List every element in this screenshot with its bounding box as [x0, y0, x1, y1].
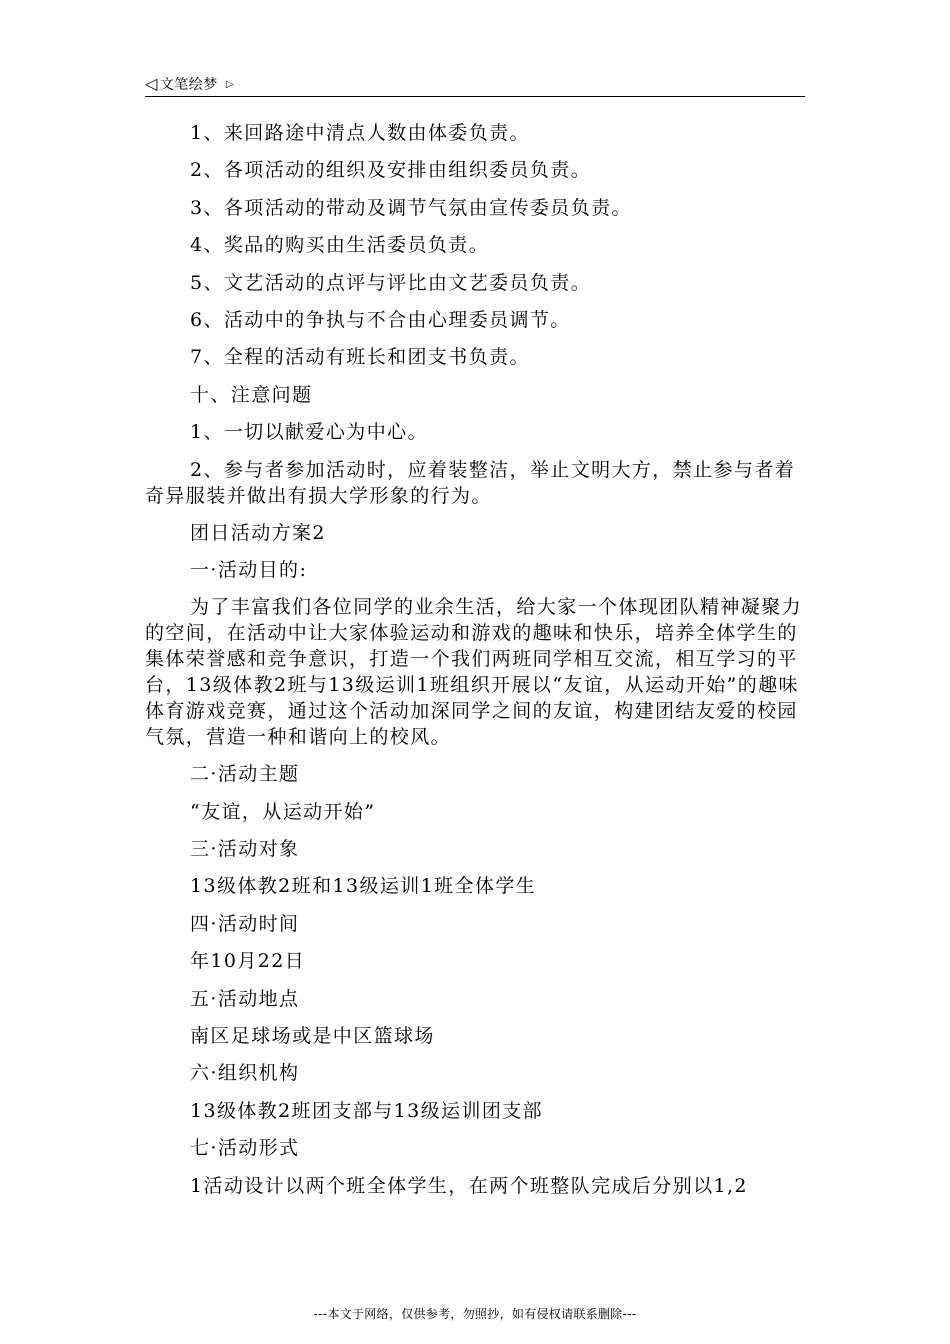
text-line: 年10月22日	[190, 950, 306, 973]
section-heading: 十、注意问题	[190, 383, 313, 406]
list-item: 3、各项活动的带动及调节气氛由宣传委员负责。	[190, 196, 632, 219]
text-line: 13级体教2班团支部与13级运训团支部	[190, 1099, 544, 1122]
section-heading: 二·活动主题	[190, 763, 300, 786]
text-line: “友谊，从运动开始”	[190, 800, 376, 823]
section-heading: 七·活动形式	[190, 1137, 300, 1160]
text-line: 南区足球场或是中区篮球场	[190, 1025, 435, 1048]
paragraph: 2、参与者参加活动时，应着装整洁，举止文明大方，禁止参与者着奇异服装并做出有损大学形象的行为。	[145, 458, 796, 507]
paragraph: 为了丰富我们各位同学的业余生活，给大家一个体现团队精神凝聚力的空间，在活动中让大家体验运动和游戏的趣味和快乐，培养全体学生的集体荣誉感和竞争意识，打造一个我们两班同学相互交流，相互学习的平台，13级体教2班与13级运训1班组织开展以“友谊，从运动开始”的趣味体育游戏竞赛，通过这个活动加深同学之间的友谊，构建团结友爱的校园气氛，营造一种和谐向上的校风。	[145, 596, 803, 749]
header-divider	[145, 96, 805, 97]
text-line: 1活动设计以两个班全体学生，在两个班整队完成后分别以1,2	[190, 1174, 748, 1197]
list-item: 1、一切以献爱心为中心。	[190, 421, 428, 444]
section-heading: 一·活动目的:	[190, 558, 308, 581]
brand-text: 文笔绘梦	[159, 77, 218, 93]
section-heading: 三·活动对象	[190, 838, 300, 861]
page-header	[145, 74, 805, 98]
list-item: 7、全程的活动有班长和团支书负责。	[190, 346, 530, 369]
triangle-left-icon: ◁	[145, 74, 158, 93]
brand	[145, 74, 234, 95]
section-heading: 五·活动地点	[190, 987, 300, 1010]
list-item: 4、奖品的购买由生活委员负责。	[190, 234, 490, 257]
list-item: 6、活动中的争执与不合由心理委员调节。	[190, 308, 571, 331]
list-item: 5、文艺活动的点评与评比由文艺委员负责。	[190, 271, 592, 294]
list-item: 1、来回路途中清点人数由体委负责。	[190, 122, 530, 144]
document-body	[145, 120, 805, 1210]
page-footer: ---本文于网络，仅供参考，勿照抄，如有侵权请联系删除---	[313, 1307, 637, 1321]
triangle-right-icon: ▷	[225, 79, 235, 90]
section-heading: 六·组织机构	[190, 1062, 300, 1085]
plan-title: 团日活动方案2	[190, 521, 326, 544]
section-heading: 四·活动时间	[190, 912, 300, 935]
text-line: 13级体教2班和13级运训1班全体学生	[190, 875, 537, 898]
list-item: 2、各项活动的组织及安排由组织委员负责。	[190, 159, 592, 182]
